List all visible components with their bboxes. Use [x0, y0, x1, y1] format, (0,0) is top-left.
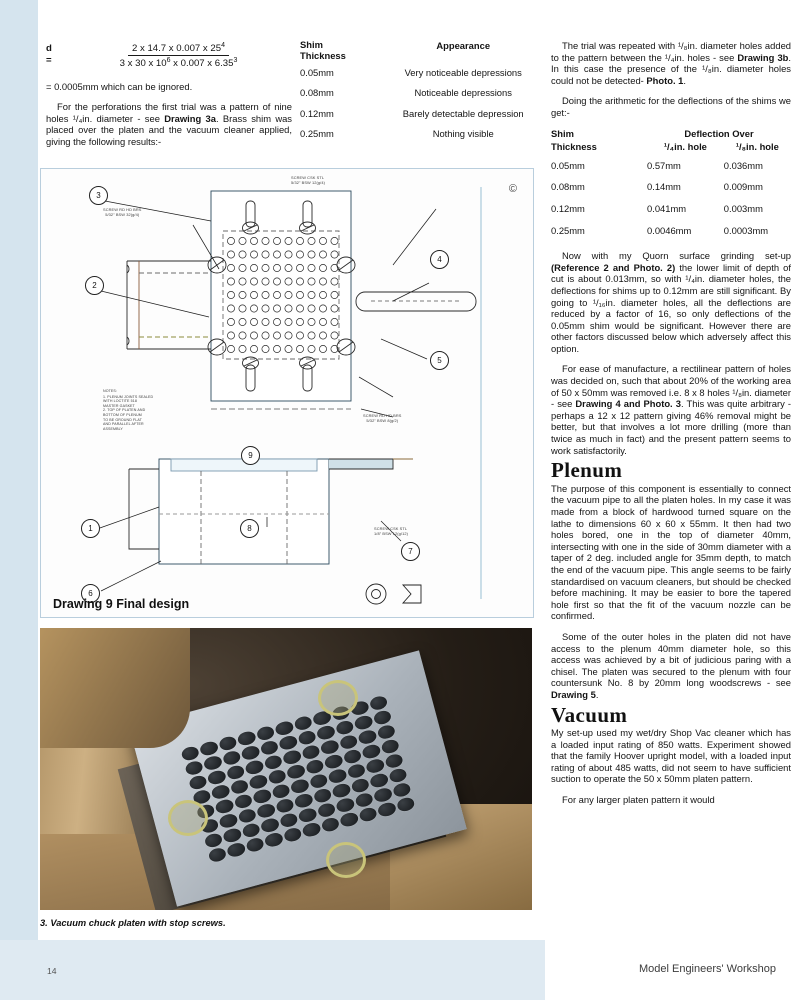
cell-quarter-hole: 0.041mm	[647, 202, 687, 214]
photo-platen-hole	[211, 783, 231, 800]
page-edge-tint-bottom	[0, 940, 545, 1000]
column-three	[551, 40, 791, 815]
photo-platen-hole	[293, 715, 313, 732]
photo-platen-hole	[256, 725, 276, 742]
drawing-symbols	[363, 581, 433, 607]
paragraph-quorn: Now with my Quorn surface grinding set-up (Reference 2 and Photo. 2) the lower limit of depth of cut is about 0.013mm, so with ¹/₄in. diameter holes, the deflections for shims up to 0.12mm are still significant. By going to ¹/₁₆in. diameter holes, all the deflections are reduced by a factor of 16, so only deflections of the 0.05mm shim would be significant. However there are other factors discussed below which adversely affect this option.	[551, 250, 792, 354]
column-one	[46, 40, 292, 157]
table-row	[551, 198, 791, 220]
page-edge-tint-left	[0, 0, 38, 1000]
cell-thickness: 0.25mm	[300, 128, 334, 140]
label-screw-csk-stl-bottom: SCREW CSK STL 1/8" BSW 12(g/12)	[374, 526, 409, 536]
photo-platen-hole	[320, 739, 340, 756]
table-row	[300, 62, 540, 83]
photo-platen-hole	[203, 754, 223, 771]
photo-platen-hole	[342, 748, 362, 765]
photo-platen-hole	[260, 817, 280, 834]
cell-appearance: Nothing visible	[432, 128, 494, 140]
table-header-row-span	[551, 128, 791, 142]
callout-7: 7	[401, 542, 420, 561]
cell-thickness: 0.08mm	[300, 87, 334, 99]
photo-platen-hole	[219, 812, 239, 829]
shim-thickness-header: Shim Thickness	[300, 39, 346, 61]
label-screw-rd-hd-brs-top: SCREW RD HD BRS 5/32" BSW 32(g/4)	[103, 207, 142, 217]
formula-numerator: 2 x 14.7 x 0.007 x $25^4$	[128, 43, 229, 56]
note-line: MASTER GASKET	[103, 403, 135, 408]
table-row	[300, 103, 540, 124]
cell-appearance: Very noticeable depressions	[404, 66, 522, 78]
cell-thickness: 0.05mm	[551, 159, 585, 171]
note-line: 2. TOP OF PLATEN AND	[103, 408, 146, 413]
shim-header-blank: Shim	[551, 127, 574, 139]
photo-platen-hole	[188, 774, 208, 791]
callout-4: 4	[430, 250, 449, 269]
photo-platen-hole	[237, 730, 257, 747]
cell-appearance: Barely detectable depression	[402, 107, 524, 119]
photo-platen-hole	[297, 729, 317, 746]
callout-6: 6	[81, 584, 100, 603]
deflection-formula	[46, 40, 292, 70]
photo-platen-hole	[327, 768, 347, 785]
note-line: BOTTOM OF PLENUM	[103, 412, 142, 417]
photo-vacuum-hose	[40, 628, 190, 748]
cell-eighth-hole: 0.009mm	[723, 181, 763, 193]
cell-eighth-hole: 0.003mm	[723, 202, 763, 214]
photo-platen-hole	[278, 734, 298, 751]
photo-platen-hole	[357, 729, 377, 746]
cell-quarter-hole: 0.14mm	[647, 181, 681, 193]
photo-platen-hole	[237, 807, 257, 824]
paragraph-arithmetic: Doing the arithmetic for the deflections of the shims we get:-	[551, 95, 791, 118]
photo-platen-hole	[312, 787, 332, 804]
formula-denominator: 3 x 30 x $10^6$ x 0.007 x 6.35$^3$	[119, 56, 238, 69]
thickness-header: Thickness	[551, 141, 597, 153]
photo-platen-hole	[241, 822, 261, 839]
photo-platen-hole	[226, 764, 246, 781]
photo-platen-hole	[316, 724, 336, 741]
cell-thickness: 0.05mm	[300, 66, 334, 78]
photo-platen-hole	[207, 769, 227, 786]
photo-stop-screw-bottom	[326, 842, 366, 878]
photo-platen-hole	[263, 754, 283, 771]
photo-platen-hole	[298, 807, 318, 824]
photo-platen-hole	[204, 832, 224, 849]
quarter-hole-header: ¹/₄in. hole	[663, 141, 707, 153]
photo-platen-hole	[338, 734, 358, 751]
eighth-hole-header: ¹/₈in. hole	[735, 141, 779, 153]
photo-platen-hole	[372, 709, 392, 726]
photo-platen-hole	[376, 724, 396, 741]
heading-plenum: Plenum	[551, 458, 623, 483]
photo-platen-hole	[180, 745, 200, 762]
label-screw-csk-stl-top: SCREW CSK STL 5/32" BSW 12(g/4)	[291, 175, 326, 185]
photo-platen-hole	[233, 793, 253, 810]
paragraph-plenum-2: Some of the outer holes in the platen did not have access to the plenum 40mm diameter hole, so this access was achieved by a bit of judicious paring with a chisel. The platen was secured to the plenum with four countersunk No. 8 by 20mm long woodscrews - see Drawing 5.	[551, 630, 791, 700]
photo-platen-hole	[335, 719, 355, 736]
photo-platen-hole	[350, 777, 370, 794]
photo-platen-hole	[282, 749, 302, 766]
note-line: ASSEMBLY	[103, 426, 123, 431]
table-row	[551, 176, 791, 198]
table-header-row-2	[551, 141, 791, 155]
photo-platen-hole	[384, 753, 404, 770]
paragraph-rectilinear: For ease of manufacture, a rectilinear pattern of holes was decided on, such that about 20% of the working area of 50 x 50mm was removed i.e. 8 x 8 holes ¹/₈in. diameter - see Drawing 4 and Photo. 3. This was quite arbitrary - perhaps a 12 x 12 pattern giving 46% removal might be better, but that involves a lot more drilling (more than twice as much in fact) and the present pattern seems to work satisfactorily.	[551, 363, 792, 456]
photo-platen-hole	[244, 759, 264, 776]
photo-platen-hole	[230, 778, 250, 795]
cell-eighth-hole: 0.0003mm	[723, 224, 769, 236]
appearance-header: Appearance	[436, 40, 491, 51]
paragraph-plenum-1: The purpose of this component is essentially to connect the vacuum pipe to all the platen holes. In my case it was made from a block of hardwood turned square on the lathe to dimensions 60 x 60 x 55mm. It then had two holes bored, one in the top of diameter 40mm, intersecting with one in the side of 30mm diameter with a taper of 2 deg. included angle for 35mm depth, to match the end of the vacuum pipe. This angle seems to be fairly standardised on vacuum cleaners, but should be checked before machining. It may be easier to bore the tapered hole first so that the fit of the vacuum nozzle can be confirmed.	[551, 482, 791, 622]
photo-platen-hole	[286, 763, 306, 780]
note-line: WITH LOCTITE 518	[103, 399, 137, 404]
photo-platen-hole	[218, 735, 238, 752]
photo-platen-hole	[354, 792, 374, 809]
technical-drawing-panel	[40, 168, 534, 618]
photograph-vacuum-chuck	[40, 628, 532, 910]
note-line: AND PARALLEL AFTER	[103, 422, 144, 427]
photo-stop-screw-top	[318, 680, 358, 716]
photo-platen-hole	[222, 827, 242, 844]
cell-quarter-hole: 0.57mm	[647, 159, 681, 171]
cell-thickness: 0.08mm	[551, 181, 585, 193]
photo-platen-hole	[290, 778, 310, 795]
photo-platen-hole	[380, 738, 400, 755]
photo-platen-hole	[353, 714, 373, 731]
photo-platen-hole	[241, 744, 261, 761]
copyright-icon: ©	[508, 183, 517, 195]
photo-platen-hole	[309, 773, 329, 790]
callout-2: 2	[85, 276, 104, 295]
photo-platen-hole	[279, 812, 299, 829]
photo-platen-hole	[316, 802, 336, 819]
formula-lhs: d =	[46, 43, 52, 66]
deflection-over-header: Deflection Over	[684, 127, 754, 139]
cell-appearance: Noticeable depressions	[414, 87, 512, 99]
table-row	[551, 220, 791, 242]
photo-platen-hole	[199, 740, 219, 757]
photo-platen-hole	[259, 739, 279, 756]
cell-eighth-hole: 0.036mm	[723, 159, 763, 171]
callout-9: 9	[241, 446, 260, 465]
photo-platen-hole	[335, 797, 355, 814]
photo-platen-hole	[252, 788, 272, 805]
photo-platen-hole	[373, 787, 393, 804]
table-row	[551, 155, 791, 177]
photo-caption: 3. Vacuum chuck platen with stop screws.	[40, 918, 226, 928]
deflection-table	[551, 128, 791, 242]
magazine-masthead: Model Engineers' Workshop	[638, 963, 776, 975]
formula-fraction	[65, 40, 292, 70]
page-number: 14	[47, 966, 57, 976]
photo-platen-hole	[361, 743, 381, 760]
photo-platen-hole	[267, 768, 287, 785]
photo-platen-hole	[368, 695, 388, 712]
shim-appearance-table	[300, 40, 540, 144]
heading-vacuum: Vacuum	[551, 702, 628, 727]
photo-platen-hole	[184, 759, 204, 776]
photo-platen-hole	[275, 797, 295, 814]
photo-platen-hole	[274, 720, 294, 737]
drawing-title: Drawing 9 Final design	[53, 597, 190, 611]
table-header-row	[300, 40, 540, 62]
photo-platen-hole	[369, 772, 389, 789]
note-line: TO BE GROUND FLAT	[103, 417, 142, 422]
cell-thickness: 0.12mm	[300, 107, 334, 119]
photo-platen-hole	[215, 798, 235, 815]
cell-quarter-hole: 0.0046mm	[647, 224, 692, 236]
photo-stop-screw-left	[168, 800, 208, 836]
cell-thickness: 0.25mm	[551, 224, 585, 236]
photo-platen-hole	[294, 792, 314, 809]
callout-8: 8	[240, 519, 259, 538]
label-screw-rd-hd-brs-bottom: SCREW RD HD BRS 5/32" BSW 8(g/2)	[363, 413, 402, 423]
photo-platen-hole	[305, 758, 325, 775]
photo-platen-hole	[392, 782, 412, 799]
drawing-notes-block: NOTES: 1. PLENUM JOINTS SEALED WITH LOCTITE 518 MASTER GASKET 2. TOP OF PLATEN AND BOTTOM OF PLENUM TO BE GROUND FLAT AND PARALLEL AFTER ASSEMBLY	[103, 389, 154, 431]
paragraph-perforations: For the perforations the first trial was a pattern of nine holes ¹/₄in. diameter - see Drawing 3a. Brass shim was placed over the platen and the vacuum cleaner applied, giving the following results:-	[46, 101, 292, 147]
photo-platen-hole	[365, 758, 385, 775]
callout-1: 1	[81, 519, 100, 538]
photo-platen-hole	[248, 773, 268, 790]
callout-3: 3	[89, 186, 108, 205]
photo-platen-hole	[256, 802, 276, 819]
photo-platen-hole	[331, 782, 351, 799]
cell-thickness: 0.12mm	[551, 202, 585, 214]
paragraph-trial-repeat: The trial was repeated with ¹/₈in. diameter holes added to the pattern between the ¹/₄in. holes - see Drawing 3b. In this case the presence of the ¹/₈in. diameter holes could not be detected- Photo. 1.	[551, 40, 791, 86]
column-two	[300, 40, 540, 144]
photo-platen-hole	[271, 783, 291, 800]
paragraph-vacuum-2: For any larger platen pattern it would	[562, 794, 715, 806]
photo-platen-hole	[222, 749, 242, 766]
note-line: 1. PLENUM JOINTS SEALED	[103, 394, 154, 399]
table-row	[300, 124, 540, 145]
table-row	[300, 83, 540, 104]
formula-result: = 0.0005mm which can be ignored.	[46, 80, 193, 92]
paragraph-vacuum-1: My set-up used my wet/dry Shop Vac cleaner which has a loaded input rating of 850 watts. Experiment showed that the family Hoover upright model, with a loaded input rating of about 485 watts, did not seem to have sufficient suction to operate the 50 x 50mm platen pattern.	[551, 727, 791, 785]
photo-platen-hole	[324, 753, 344, 770]
photo-platen-hole	[301, 744, 321, 761]
photo-platen-hole	[346, 763, 366, 780]
photo-platen-hole	[388, 767, 408, 784]
callout-5: 5	[430, 351, 449, 370]
